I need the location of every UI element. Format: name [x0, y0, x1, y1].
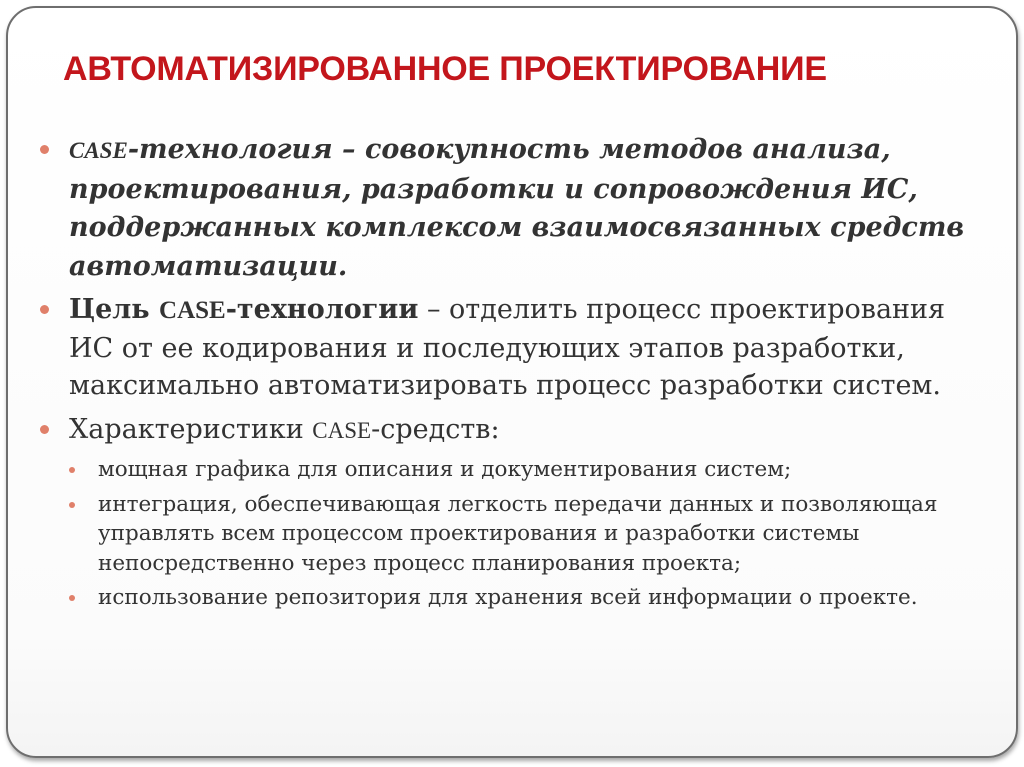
characteristics-list	[40, 455, 990, 613]
characteristics-lead: Характеристики	[69, 413, 313, 445]
case-term: CASE	[312, 417, 372, 443]
bullet-dot-icon	[40, 425, 49, 434]
bullet-item-characteristics	[40, 411, 990, 450]
goal-text: – отделить процесс проектирования ИС от ее кодирования и последующих этапов разработки, максимально автоматизировать процесс разработки систем.	[69, 294, 946, 401]
goal-lead: Цель	[69, 294, 160, 325]
sub-bullet-dot-icon	[69, 502, 75, 508]
sub-bullet-item	[69, 583, 990, 613]
bullet-item-definition	[40, 131, 990, 286]
slide-title: АВТОМАТИЗИРОВАННОЕ ПРОЕКТИРОВАНИЕ	[63, 50, 827, 88]
sub-bullet-dot-icon	[69, 467, 75, 473]
case-term: CASE	[69, 138, 128, 163]
sub-bullet-item	[69, 455, 990, 485]
characteristics-lead-end: -средств:	[371, 413, 500, 445]
definition-text: -технология – совокупность методов анализа, проектирования, разработки и сопровождения ИС, поддержанных комплексом взаимосвязанных средств автоматизации.	[69, 134, 965, 282]
sub-bullet-text: интеграция, обеспечивающая легкость передачи данных и позволяющая управлять всем процессом проектирования и разработки системы непосредственно через процесс планирования проекта;	[98, 491, 938, 576]
case-term: CASE	[159, 297, 226, 324]
bullet-item-goal	[40, 291, 990, 405]
goal-lead-end: -технологии	[225, 294, 419, 325]
sub-bullet-dot-icon	[69, 595, 75, 601]
sub-bullet-item	[69, 490, 990, 579]
bullet-dot-icon	[40, 305, 49, 314]
bullet-dot-icon	[40, 145, 49, 154]
sub-bullet-text: мощная графика для описания и документирования систем;	[98, 457, 792, 482]
slide-content	[40, 131, 990, 618]
sub-bullet-text: использование репозитория для хранения всей информации о проекте.	[98, 585, 918, 610]
